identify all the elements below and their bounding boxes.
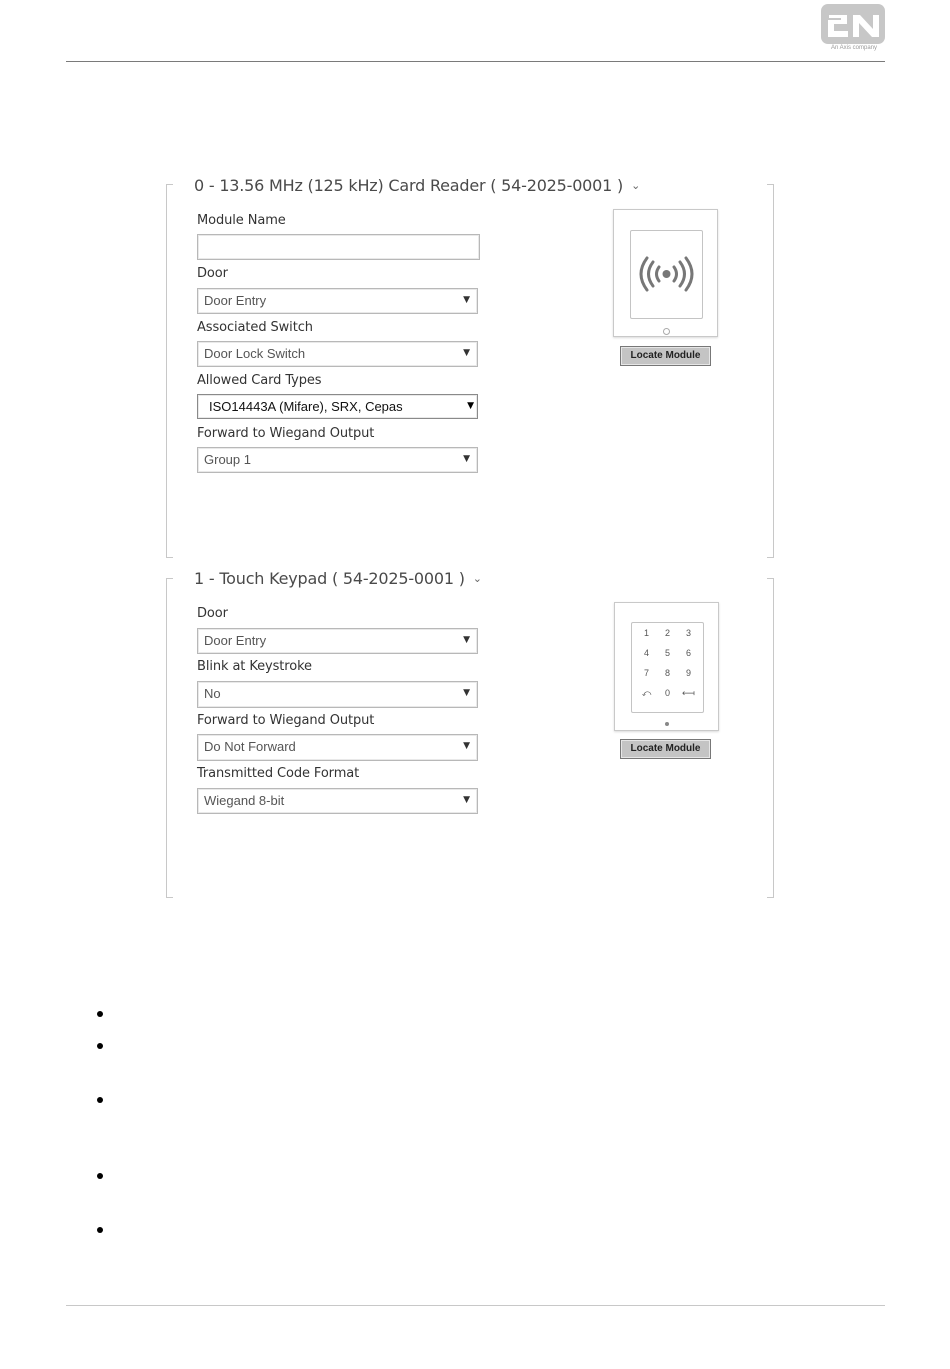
panel-title[interactable] [194, 176, 640, 195]
dropdown-arrow-icon: ▼ [463, 295, 470, 305]
chevron-down-icon[interactable]: ⌄ [472, 572, 482, 585]
panel-left-bracket [166, 184, 173, 558]
keypad-key: ⤺ [641, 688, 652, 698]
touch-keypad-icon [631, 622, 704, 713]
panel-title-text: 1 - Touch Keypad ( 54-2025-0001 ) [194, 569, 465, 588]
keypad-key: 3 [685, 628, 691, 638]
dropdown-arrow-icon: ▼ [463, 348, 470, 358]
list-bullet [97, 1227, 103, 1233]
panel-right-bracket [767, 578, 774, 898]
wiegand-output-label: Forward to Wiegand Output [197, 713, 375, 728]
wiegand-output-value: Group 1 [204, 452, 251, 467]
card-reader-panel [166, 176, 774, 558]
door-select[interactable] [197, 288, 478, 314]
dropdown-arrow-icon: ▼ [467, 401, 474, 411]
dropdown-arrow-icon: ▼ [463, 688, 470, 698]
blink-at-keystroke-label: Blink at Keystroke [197, 659, 312, 674]
list-bullet [97, 1011, 103, 1017]
list-bullet [97, 1097, 103, 1103]
list-bullet [97, 1043, 103, 1049]
wiegand-output-select[interactable] [197, 734, 478, 761]
led-indicator [663, 328, 670, 335]
blink-at-keystroke-value: No [204, 686, 221, 701]
panel-left-bracket [166, 578, 173, 898]
keypad-key: 9 [685, 668, 691, 678]
keypad-key: 6 [685, 648, 691, 658]
code-format-label: Transmitted Code Format [197, 766, 360, 781]
associated-switch-select[interactable] [197, 341, 478, 367]
keypad-keys [636, 628, 699, 708]
locate-module-button[interactable]: Locate Module [620, 346, 711, 366]
door-value: Door Entry [204, 293, 267, 308]
allowed-card-types-label: Allowed Card Types [197, 373, 322, 388]
panel-title[interactable] [194, 569, 482, 588]
wiegand-output-value: Do Not Forward [204, 739, 296, 754]
rfid-reader-icon [630, 230, 703, 319]
dropdown-arrow-icon: ▼ [463, 795, 470, 805]
dropdown-arrow-icon: ▼ [463, 454, 470, 464]
card-reader-device-image [613, 209, 718, 337]
locate-module-button[interactable]: Locate Module [620, 739, 711, 759]
door-select[interactable] [197, 628, 478, 654]
code-format-select[interactable] [197, 788, 478, 814]
door-label: Door [197, 266, 228, 281]
door-label: Door [197, 606, 228, 621]
keypad-key: 4 [643, 648, 649, 658]
associated-switch-value: Door Lock Switch [204, 346, 306, 361]
associated-switch-label: Associated Switch [197, 320, 313, 335]
dropdown-arrow-icon: ▼ [463, 635, 470, 645]
wiegand-output-label: Forward to Wiegand Output [197, 426, 375, 441]
module-name-input[interactable] [197, 234, 480, 260]
footer-divider [66, 1305, 885, 1306]
module-name-label: Module Name [197, 213, 286, 228]
panel-right-bracket [767, 184, 774, 558]
keypad-key: 0 [664, 688, 670, 698]
panel-title-text: 0 - 13.56 MHz (125 kHz) Card Reader ( 54-2025-0001 ) [194, 176, 624, 195]
keypad-key: ⟻ [682, 688, 695, 698]
code-format-value: Wiegand 8-bit [204, 793, 285, 808]
allowed-card-types-select[interactable] [197, 394, 478, 419]
keypad-key: 1 [643, 628, 649, 638]
logo-subtitle: An Axis company [830, 45, 878, 51]
dropdown-arrow-icon: ▼ [463, 741, 470, 751]
touch-keypad-panel [166, 569, 774, 899]
allowed-card-types-value: ISO14443A (Mifare), SRX, Cepas [209, 399, 403, 414]
keypad-key: 5 [664, 648, 670, 658]
header-divider [66, 61, 885, 62]
led-indicator [665, 722, 669, 726]
chevron-down-icon[interactable]: ⌄ [631, 179, 641, 192]
door-value: Door Entry [204, 633, 267, 648]
blink-at-keystroke-select[interactable] [197, 681, 478, 708]
keypad-key: 7 [643, 668, 649, 678]
keypad-key: 8 [664, 668, 670, 678]
wiegand-output-select[interactable] [197, 447, 478, 473]
touch-keypad-device-image [614, 602, 719, 731]
keypad-key: 2 [664, 628, 670, 638]
list-bullet [97, 1173, 103, 1179]
